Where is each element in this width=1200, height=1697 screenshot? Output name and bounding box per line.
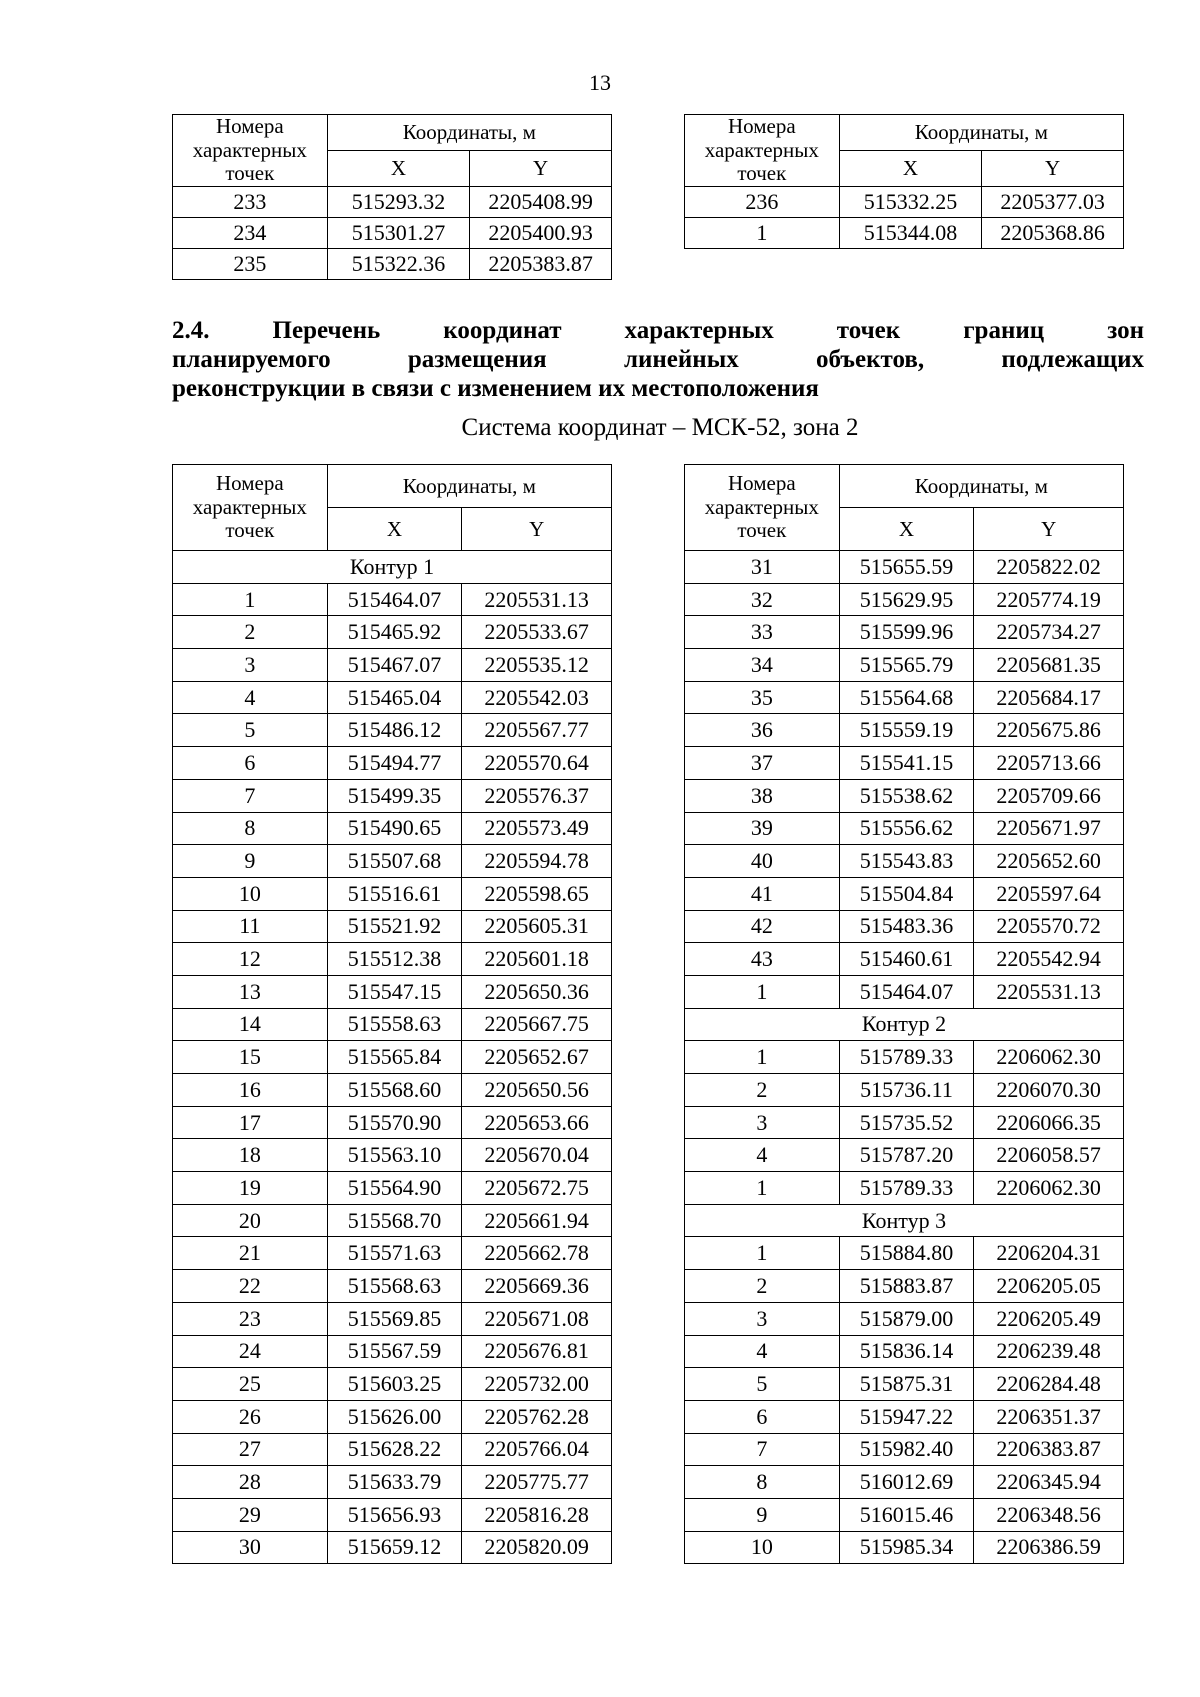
- x-coordinate-cell: 515541.15: [839, 747, 974, 780]
- point-number-cell: 35: [685, 681, 840, 714]
- y-coordinate-cell: 2205570.72: [974, 910, 1124, 943]
- x-coordinate-cell: 515490.65: [327, 812, 462, 845]
- header-y: Y: [974, 508, 1124, 551]
- section-heading-line: 2.4. Перечень координат характерных точек границ зон: [172, 317, 1144, 344]
- table-row: [685, 1400, 1124, 1433]
- x-coordinate-cell: 515568.63: [327, 1270, 462, 1303]
- x-coordinate-cell: 515556.62: [839, 812, 974, 845]
- contour-row: [685, 1204, 1124, 1237]
- table-row: [685, 1041, 1124, 1074]
- table-row: [173, 1368, 612, 1401]
- point-number-cell: 42: [685, 910, 840, 943]
- y-coordinate-cell: 2205531.13: [974, 975, 1124, 1008]
- y-coordinate-cell: 2206239.48: [974, 1335, 1124, 1368]
- header-point-number: Номера характерных точек: [685, 465, 840, 551]
- point-number-cell: 23: [173, 1302, 328, 1335]
- point-number-cell: 18: [173, 1139, 328, 1172]
- point-number-cell: 9: [173, 845, 328, 878]
- y-coordinate-cell: 2205672.75: [462, 1172, 612, 1205]
- y-coordinate-cell: 2205675.86: [974, 714, 1124, 747]
- y-coordinate-cell: 2205713.66: [974, 747, 1124, 780]
- table-row: [685, 1270, 1124, 1303]
- header-coordinates: Координаты, м: [839, 115, 1123, 151]
- point-number-cell: 16: [173, 1074, 328, 1107]
- header-x: X: [327, 508, 462, 551]
- table-row: [685, 975, 1124, 1008]
- y-coordinate-cell: 2205594.78: [462, 845, 612, 878]
- table-row: [173, 1204, 612, 1237]
- point-number-cell: 30: [173, 1531, 328, 1564]
- table-row: [173, 681, 612, 714]
- y-coordinate-cell: 2206383.87: [974, 1433, 1124, 1466]
- point-number-cell: 26: [173, 1400, 328, 1433]
- y-coordinate-cell: 2205650.56: [462, 1074, 612, 1107]
- point-number-cell: 4: [685, 1139, 840, 1172]
- table-row: [173, 747, 612, 780]
- y-coordinate-cell: 2205605.31: [462, 910, 612, 943]
- y-coordinate-cell: 2206205.49: [974, 1302, 1124, 1335]
- header-row: [173, 465, 612, 508]
- table-row: [685, 681, 1124, 714]
- y-coordinate-cell: 2205661.94: [462, 1204, 612, 1237]
- y-coordinate-cell: 2206351.37: [974, 1400, 1124, 1433]
- y-coordinate-cell: 2205598.65: [462, 877, 612, 910]
- point-number-cell: 234: [173, 217, 328, 248]
- y-coordinate-cell: 2205601.18: [462, 943, 612, 976]
- y-coordinate-cell: 2205570.64: [462, 747, 612, 780]
- y-coordinate-cell: 2205652.60: [974, 845, 1124, 878]
- header-row: [685, 465, 1124, 508]
- point-number-cell: 1: [685, 975, 840, 1008]
- x-coordinate-cell: 515460.61: [839, 943, 974, 976]
- x-coordinate-cell: 515344.08: [839, 217, 982, 248]
- y-coordinate-cell: 2205567.77: [462, 714, 612, 747]
- y-coordinate-cell: 2205734.27: [974, 616, 1124, 649]
- table-row: [685, 1106, 1124, 1139]
- y-coordinate-cell: 2205377.03: [982, 186, 1124, 217]
- x-coordinate-cell: 515568.70: [327, 1204, 462, 1237]
- table-row: [685, 1172, 1124, 1205]
- y-coordinate-cell: 2205368.86: [982, 217, 1124, 248]
- header-point-number: Номера характерных точек: [685, 115, 840, 187]
- x-coordinate-cell: 515982.40: [839, 1433, 974, 1466]
- section-heading-line: планируемого размещения линейных объектов, подлежащих: [172, 346, 1144, 373]
- y-coordinate-cell: 2205709.66: [974, 779, 1124, 812]
- point-number-cell: 3: [685, 1302, 840, 1335]
- x-coordinate-cell: 515464.07: [839, 975, 974, 1008]
- table-row: [685, 1368, 1124, 1401]
- x-coordinate-cell: 515735.52: [839, 1106, 974, 1139]
- y-coordinate-cell: 2205531.13: [462, 583, 612, 616]
- x-coordinate-cell: 515483.36: [839, 910, 974, 943]
- y-coordinate-cell: 2205816.28: [462, 1498, 612, 1531]
- point-number-cell: 22: [173, 1270, 328, 1303]
- x-coordinate-cell: 515571.63: [327, 1237, 462, 1270]
- x-coordinate-cell: 515543.83: [839, 845, 974, 878]
- point-number-cell: 3: [685, 1106, 840, 1139]
- x-coordinate-cell: 515633.79: [327, 1466, 462, 1499]
- x-coordinate-cell: 515322.36: [327, 248, 470, 279]
- y-coordinate-cell: 2206204.31: [974, 1237, 1124, 1270]
- header-y: Y: [982, 150, 1124, 186]
- point-number-cell: 25: [173, 1368, 328, 1401]
- y-coordinate-cell: 2205766.04: [462, 1433, 612, 1466]
- x-coordinate-cell: 515464.07: [327, 583, 462, 616]
- x-coordinate-cell: 515567.59: [327, 1335, 462, 1368]
- table-row: [685, 1433, 1124, 1466]
- y-coordinate-cell: 2205576.37: [462, 779, 612, 812]
- table-row: [173, 1433, 612, 1466]
- point-number-cell: 19: [173, 1172, 328, 1205]
- table-body: [173, 115, 612, 280]
- table-row: [685, 1335, 1124, 1368]
- x-coordinate-cell: 515465.04: [327, 681, 462, 714]
- x-coordinate-cell: 515659.12: [327, 1531, 462, 1564]
- x-coordinate-cell: 515787.20: [839, 1139, 974, 1172]
- y-coordinate-cell: 2205671.08: [462, 1302, 612, 1335]
- point-number-cell: 5: [173, 714, 328, 747]
- y-coordinate-cell: 2205667.75: [462, 1008, 612, 1041]
- x-coordinate-cell: 515599.96: [839, 616, 974, 649]
- section-heading-line: реконструкции в связи с изменением их местоположения: [172, 375, 819, 402]
- contour-label: Контур 1: [173, 551, 612, 584]
- point-number-cell: 40: [685, 845, 840, 878]
- table-row: [173, 1466, 612, 1499]
- coordinate-system-caption: Система координат – МСК-52, зона 2: [461, 414, 859, 441]
- x-coordinate-cell: 515736.11: [839, 1074, 974, 1107]
- y-coordinate-cell: 2205671.97: [974, 812, 1124, 845]
- point-number-cell: 235: [173, 248, 328, 279]
- y-coordinate-cell: 2206062.30: [974, 1172, 1124, 1205]
- table-row: [173, 812, 612, 845]
- point-number-cell: 9: [685, 1498, 840, 1531]
- x-coordinate-cell: 515494.77: [327, 747, 462, 780]
- table-row: [685, 1074, 1124, 1107]
- top-left-coordinates-table: [172, 114, 612, 280]
- table-row: [173, 1139, 612, 1172]
- x-coordinate-cell: 516012.69: [839, 1466, 974, 1499]
- point-number-cell: 33: [685, 616, 840, 649]
- y-coordinate-cell: 2206348.56: [974, 1498, 1124, 1531]
- x-coordinate-cell: 515547.15: [327, 975, 462, 1008]
- x-coordinate-cell: 515293.32: [327, 186, 470, 217]
- point-number-cell: 17: [173, 1106, 328, 1139]
- table-row: [173, 1237, 612, 1270]
- x-coordinate-cell: 515655.59: [839, 551, 974, 584]
- right-coordinates-table: [684, 464, 1124, 1564]
- x-coordinate-cell: 515879.00: [839, 1302, 974, 1335]
- point-number-cell: 31: [685, 551, 840, 584]
- contour-row: [173, 551, 612, 584]
- table-row: [685, 779, 1124, 812]
- y-coordinate-cell: 2205732.00: [462, 1368, 612, 1401]
- point-number-cell: 36: [685, 714, 840, 747]
- y-coordinate-cell: 2206284.48: [974, 1368, 1124, 1401]
- x-coordinate-cell: 515789.33: [839, 1041, 974, 1074]
- table-row: [685, 1237, 1124, 1270]
- table-row: [685, 747, 1124, 780]
- y-coordinate-cell: 2205597.64: [974, 877, 1124, 910]
- point-number-cell: 1: [685, 1172, 840, 1205]
- table-row: [685, 1466, 1124, 1499]
- x-coordinate-cell: 515603.25: [327, 1368, 462, 1401]
- header-coordinates: Координаты, м: [839, 465, 1123, 508]
- x-coordinate-cell: 515516.61: [327, 877, 462, 910]
- table-row: [173, 877, 612, 910]
- point-number-cell: 32: [685, 583, 840, 616]
- point-number-cell: 13: [173, 975, 328, 1008]
- header-y: Y: [470, 150, 612, 186]
- table-row: [173, 1008, 612, 1041]
- table-row: [173, 910, 612, 943]
- table-row: [173, 779, 612, 812]
- y-coordinate-cell: 2205650.36: [462, 975, 612, 1008]
- point-number-cell: 4: [173, 681, 328, 714]
- y-coordinate-cell: 2205762.28: [462, 1400, 612, 1433]
- x-coordinate-cell: 515332.25: [839, 186, 982, 217]
- x-coordinate-cell: 515564.90: [327, 1172, 462, 1205]
- y-coordinate-cell: 2205662.78: [462, 1237, 612, 1270]
- point-number-cell: 37: [685, 747, 840, 780]
- table-row: [685, 1531, 1124, 1564]
- x-coordinate-cell: 515559.19: [839, 714, 974, 747]
- point-number-cell: 27: [173, 1433, 328, 1466]
- y-coordinate-cell: 2205681.35: [974, 649, 1124, 682]
- table-row: [173, 1270, 612, 1303]
- point-number-cell: 28: [173, 1466, 328, 1499]
- table-row: [685, 877, 1124, 910]
- table-row: [685, 1498, 1124, 1531]
- point-number-cell: 1: [173, 583, 328, 616]
- x-coordinate-cell: 515836.14: [839, 1335, 974, 1368]
- x-coordinate-cell: 515947.22: [839, 1400, 974, 1433]
- table-row: [173, 248, 612, 279]
- table-row: [173, 217, 612, 248]
- x-coordinate-cell: 515499.35: [327, 779, 462, 812]
- table-row: [685, 1139, 1124, 1172]
- left-coordinates-table: [172, 464, 612, 1564]
- table-row: [173, 1400, 612, 1433]
- table-row: [685, 616, 1124, 649]
- table-row: [173, 1498, 612, 1531]
- x-coordinate-cell: 515563.10: [327, 1139, 462, 1172]
- x-coordinate-cell: 515568.60: [327, 1074, 462, 1107]
- point-number-cell: 5: [685, 1368, 840, 1401]
- y-coordinate-cell: 2205383.87: [470, 248, 612, 279]
- y-coordinate-cell: 2206058.57: [974, 1139, 1124, 1172]
- table-row: [173, 943, 612, 976]
- table-row: [173, 186, 612, 217]
- x-coordinate-cell: 515570.90: [327, 1106, 462, 1139]
- y-coordinate-cell: 2205676.81: [462, 1335, 612, 1368]
- x-coordinate-cell: 515884.80: [839, 1237, 974, 1270]
- table-row: [685, 943, 1124, 976]
- x-coordinate-cell: 515301.27: [327, 217, 470, 248]
- point-number-cell: 7: [685, 1433, 840, 1466]
- point-number-cell: 7: [173, 779, 328, 812]
- x-coordinate-cell: 515569.85: [327, 1302, 462, 1335]
- point-number-cell: 43: [685, 943, 840, 976]
- point-number-cell: 4: [685, 1335, 840, 1368]
- page-number: 13: [589, 70, 611, 95]
- table-body: [173, 465, 612, 1564]
- y-coordinate-cell: 2206205.05: [974, 1270, 1124, 1303]
- table-row: [685, 217, 1124, 248]
- header-y: Y: [462, 508, 612, 551]
- table-row: [685, 551, 1124, 584]
- x-coordinate-cell: 515486.12: [327, 714, 462, 747]
- y-coordinate-cell: 2206345.94: [974, 1466, 1124, 1499]
- x-coordinate-cell: 515789.33: [839, 1172, 974, 1205]
- y-coordinate-cell: 2206386.59: [974, 1531, 1124, 1564]
- table-body: [685, 465, 1124, 1564]
- x-coordinate-cell: 515656.93: [327, 1498, 462, 1531]
- table-row: [173, 1074, 612, 1107]
- point-number-cell: 2: [173, 616, 328, 649]
- point-number-cell: 2: [685, 1074, 840, 1107]
- table-row: [173, 1106, 612, 1139]
- table-row: [685, 812, 1124, 845]
- y-coordinate-cell: 2205542.03: [462, 681, 612, 714]
- table-row: [685, 845, 1124, 878]
- x-coordinate-cell: 515565.84: [327, 1041, 462, 1074]
- y-coordinate-cell: 2205669.36: [462, 1270, 612, 1303]
- point-number-cell: 21: [173, 1237, 328, 1270]
- point-number-cell: 15: [173, 1041, 328, 1074]
- point-number-cell: 38: [685, 779, 840, 812]
- table-row: [173, 1172, 612, 1205]
- y-coordinate-cell: 2205653.66: [462, 1106, 612, 1139]
- table-row: [685, 583, 1124, 616]
- table-row: [685, 186, 1124, 217]
- x-coordinate-cell: 515512.38: [327, 943, 462, 976]
- x-coordinate-cell: 515467.07: [327, 649, 462, 682]
- table-row: [685, 649, 1124, 682]
- table-row: [173, 1531, 612, 1564]
- point-number-cell: 1: [685, 1237, 840, 1270]
- x-coordinate-cell: 515558.63: [327, 1008, 462, 1041]
- y-coordinate-cell: 2205573.49: [462, 812, 612, 845]
- x-coordinate-cell: 515564.68: [839, 681, 974, 714]
- section-heading: [172, 316, 1144, 403]
- table-row: [685, 714, 1124, 747]
- y-coordinate-cell: 2205400.93: [470, 217, 612, 248]
- header-coordinates: Координаты, м: [327, 115, 611, 151]
- point-number-cell: 34: [685, 649, 840, 682]
- y-coordinate-cell: 2205408.99: [470, 186, 612, 217]
- y-coordinate-cell: 2205774.19: [974, 583, 1124, 616]
- point-number-cell: 3: [173, 649, 328, 682]
- x-coordinate-cell: 515538.62: [839, 779, 974, 812]
- point-number-cell: 236: [685, 186, 840, 217]
- table-row: [173, 1302, 612, 1335]
- table-row: [173, 1335, 612, 1368]
- y-coordinate-cell: 2205822.02: [974, 551, 1124, 584]
- header-row: [685, 115, 1124, 151]
- x-coordinate-cell: 516015.46: [839, 1498, 974, 1531]
- table-row: [173, 616, 612, 649]
- table-row: [173, 975, 612, 1008]
- table-row: [173, 649, 612, 682]
- y-coordinate-cell: 2206062.30: [974, 1041, 1124, 1074]
- table-row: [685, 1302, 1124, 1335]
- table-row: [173, 583, 612, 616]
- point-number-cell: 12: [173, 943, 328, 976]
- x-coordinate-cell: 515875.31: [839, 1368, 974, 1401]
- y-coordinate-cell: 2206066.35: [974, 1106, 1124, 1139]
- x-coordinate-cell: 515985.34: [839, 1531, 974, 1564]
- point-number-cell: 8: [685, 1466, 840, 1499]
- point-number-cell: 10: [173, 877, 328, 910]
- y-coordinate-cell: 2205652.67: [462, 1041, 612, 1074]
- point-number-cell: 11: [173, 910, 328, 943]
- y-coordinate-cell: 2205542.94: [974, 943, 1124, 976]
- table-row: [685, 910, 1124, 943]
- x-coordinate-cell: 515629.95: [839, 583, 974, 616]
- x-coordinate-cell: 515883.87: [839, 1270, 974, 1303]
- point-number-cell: 29: [173, 1498, 328, 1531]
- header-x: X: [327, 150, 470, 186]
- header-point-number: Номера характерных точек: [173, 465, 328, 551]
- header-x: X: [839, 150, 982, 186]
- table-row: [173, 1041, 612, 1074]
- contour-row: [685, 1008, 1124, 1041]
- x-coordinate-cell: 515626.00: [327, 1400, 462, 1433]
- header-x: X: [839, 508, 974, 551]
- x-coordinate-cell: 515521.92: [327, 910, 462, 943]
- x-coordinate-cell: 515504.84: [839, 877, 974, 910]
- header-coordinates: Координаты, м: [327, 465, 611, 508]
- point-number-cell: 8: [173, 812, 328, 845]
- y-coordinate-cell: 2205684.17: [974, 681, 1124, 714]
- point-number-cell: 1: [685, 1041, 840, 1074]
- point-number-cell: 14: [173, 1008, 328, 1041]
- point-number-cell: 41: [685, 877, 840, 910]
- contour-label: Контур 3: [685, 1204, 1124, 1237]
- y-coordinate-cell: 2205533.67: [462, 616, 612, 649]
- point-number-cell: 24: [173, 1335, 328, 1368]
- table-body: [685, 115, 1124, 249]
- point-number-cell: 6: [685, 1400, 840, 1433]
- point-number-cell: 233: [173, 186, 328, 217]
- y-coordinate-cell: 2205535.12: [462, 649, 612, 682]
- point-number-cell: 2: [685, 1270, 840, 1303]
- y-coordinate-cell: 2205820.09: [462, 1531, 612, 1564]
- table-row: [173, 845, 612, 878]
- table-row: [173, 714, 612, 747]
- point-number-cell: 10: [685, 1531, 840, 1564]
- x-coordinate-cell: 515465.92: [327, 616, 462, 649]
- y-coordinate-cell: 2205775.77: [462, 1466, 612, 1499]
- header-row: [173, 115, 612, 151]
- top-right-coordinates-table: [684, 114, 1124, 249]
- point-number-cell: 39: [685, 812, 840, 845]
- x-coordinate-cell: 515507.68: [327, 845, 462, 878]
- point-number-cell: 20: [173, 1204, 328, 1237]
- header-point-number: Номера характерных точек: [173, 115, 328, 187]
- point-number-cell: 1: [685, 217, 840, 248]
- y-coordinate-cell: 2205670.04: [462, 1139, 612, 1172]
- y-coordinate-cell: 2206070.30: [974, 1074, 1124, 1107]
- point-number-cell: 6: [173, 747, 328, 780]
- x-coordinate-cell: 515565.79: [839, 649, 974, 682]
- contour-label: Контур 2: [685, 1008, 1124, 1041]
- x-coordinate-cell: 515628.22: [327, 1433, 462, 1466]
